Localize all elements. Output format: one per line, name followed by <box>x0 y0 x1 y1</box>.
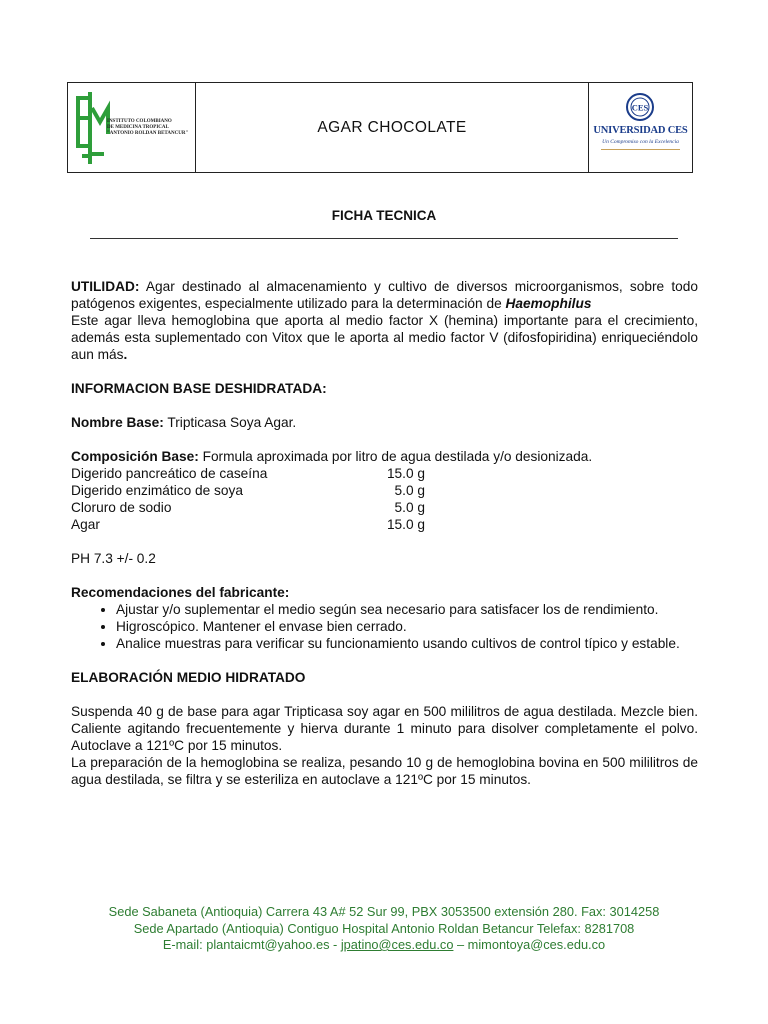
composition-value: 5.0 g <box>394 500 425 515</box>
document-footer <box>0 904 768 954</box>
ces-tagline: Un Compromiso con la Excelencia <box>602 139 679 145</box>
nombre-base-value: Tripticasa Soya Agar. <box>163 415 297 430</box>
list-item: • Ajustar y/o suplementar el medio según sea necesario para satisfacer los de rendimiento. <box>116 601 698 618</box>
header-title-cell <box>196 83 588 172</box>
utilidad-paragraph <box>71 278 698 312</box>
utilidad-text: Agar destinado al almacenamiento y cultivo de diversos microorganismos, sobre todo patógenos exigentes, especialmente utilizado para la determinación de <box>71 279 698 311</box>
elaboracion-paragraph-2: La preparación de la hemoglobina se realiza, pesando 10 g de hemoglobina bovina en 500 mililitros de agua destilada, se filtra y se esteriliza en autoclave a 121ºC por 15 minutos. <box>71 755 698 787</box>
composition-value: 15.0 g <box>386 517 425 532</box>
email-prefix: E-mail: plantaicmt@yahoo.es - <box>162 937 341 952</box>
document-header <box>67 82 693 173</box>
utilidad-label: UTILIDAD: <box>71 279 140 294</box>
composition-name: Digerido pancreático de caseína <box>71 466 268 481</box>
document-body <box>71 278 698 788</box>
hemoglobina-text: Este agar lleva hemoglobina que aporta al medio factor X (hemina) importante para el crecimiento, además esta suplementado con Vitox que le aporta al medio factor V (difosfopiridina) enriqueciéndolo aun más <box>71 313 698 362</box>
composition-value: 5.0 g <box>394 483 425 498</box>
organism-name: Haemophilus <box>505 296 592 311</box>
composition-name: Cloruro de sodio <box>71 500 172 515</box>
recomendaciones-list <box>71 601 698 652</box>
elaboracion-paragraph-1: Suspenda 40 g de base para agar Tripticasa soy agar en 500 mililitros de agua destilada. Mezcle bien. Caliente agitando frecuentemente y hierva durante 1 minuto para disolver completamente el polvo. Autoclave a 121ºC por 15 minutos. <box>71 704 698 753</box>
list-item: • Analice muestras para verificar su funcionamiento usando cultivos de control típico y estable. <box>116 635 698 652</box>
document-title: AGAR CHOCOLATE <box>317 118 467 136</box>
nombre-base-label: Nombre Base: <box>71 415 164 430</box>
composition-value: 15.0 g <box>386 466 425 481</box>
footer-apartado: Sede Apartado (Antioquia) Contiguo Hospital Antonio Roldan Betancur Telefax: 8281708 <box>133 920 635 936</box>
ces-emblem-icon <box>625 92 655 122</box>
nombre-base <box>71 414 698 431</box>
ph-value: PH 7.3 +/- 0.2 <box>71 551 156 566</box>
composition-name: Agar <box>71 517 100 532</box>
composicion-intro <box>71 448 698 465</box>
underline-rule <box>90 238 678 239</box>
composition-row <box>71 499 698 516</box>
footer-email <box>0 937 768 954</box>
hemoglobina-text-end: . <box>123 347 128 362</box>
ces-logo <box>588 83 692 172</box>
list-item: • Higroscópico. Mantener el envase bien cerrado. <box>116 618 698 635</box>
composition-table <box>71 465 698 533</box>
hemoglobina-paragraph <box>71 312 698 363</box>
composicion-intro-text: Formula aproximada por litro de agua destilada y/o desionizada. <box>198 449 593 464</box>
ces-divider <box>601 149 680 150</box>
composicion-label: Composición Base: <box>71 449 199 464</box>
ces-name: UNIVERSIDAD CES <box>593 125 688 136</box>
email-suffix: – mimontoya@ces.edu.co <box>453 937 606 952</box>
icmt-logo-text: INSTITUTO COLOMBIANO DE MEDICINA TROPICAL "ANTONIO ROLDAN BETANCUR" <box>107 119 189 136</box>
recomendaciones-heading: Recomendaciones del fabricante: <box>71 585 290 600</box>
ces-emblem-text: CES <box>631 102 649 113</box>
composition-row <box>71 482 698 499</box>
footer-sabaneta: Sede Sabaneta (Antioquia) Carrera 43 A# 52 Sur 99, PBX 3053500 extensión 280. Fax: 3014258 <box>108 904 660 919</box>
composition-name: Digerido enzimático de soya <box>71 483 243 498</box>
composition-row <box>71 465 698 482</box>
info-heading: INFORMACION BASE DESHIDRATADA: <box>71 381 327 396</box>
document-subtitle: FICHA TECNICA <box>331 208 437 223</box>
composition-row <box>71 516 698 533</box>
elaboracion-heading: ELABORACIÓN MEDIO HIDRATADO <box>71 670 306 685</box>
icmt-logo <box>68 83 196 172</box>
email-link[interactable]: jpatino@ces.edu.co <box>340 937 454 952</box>
